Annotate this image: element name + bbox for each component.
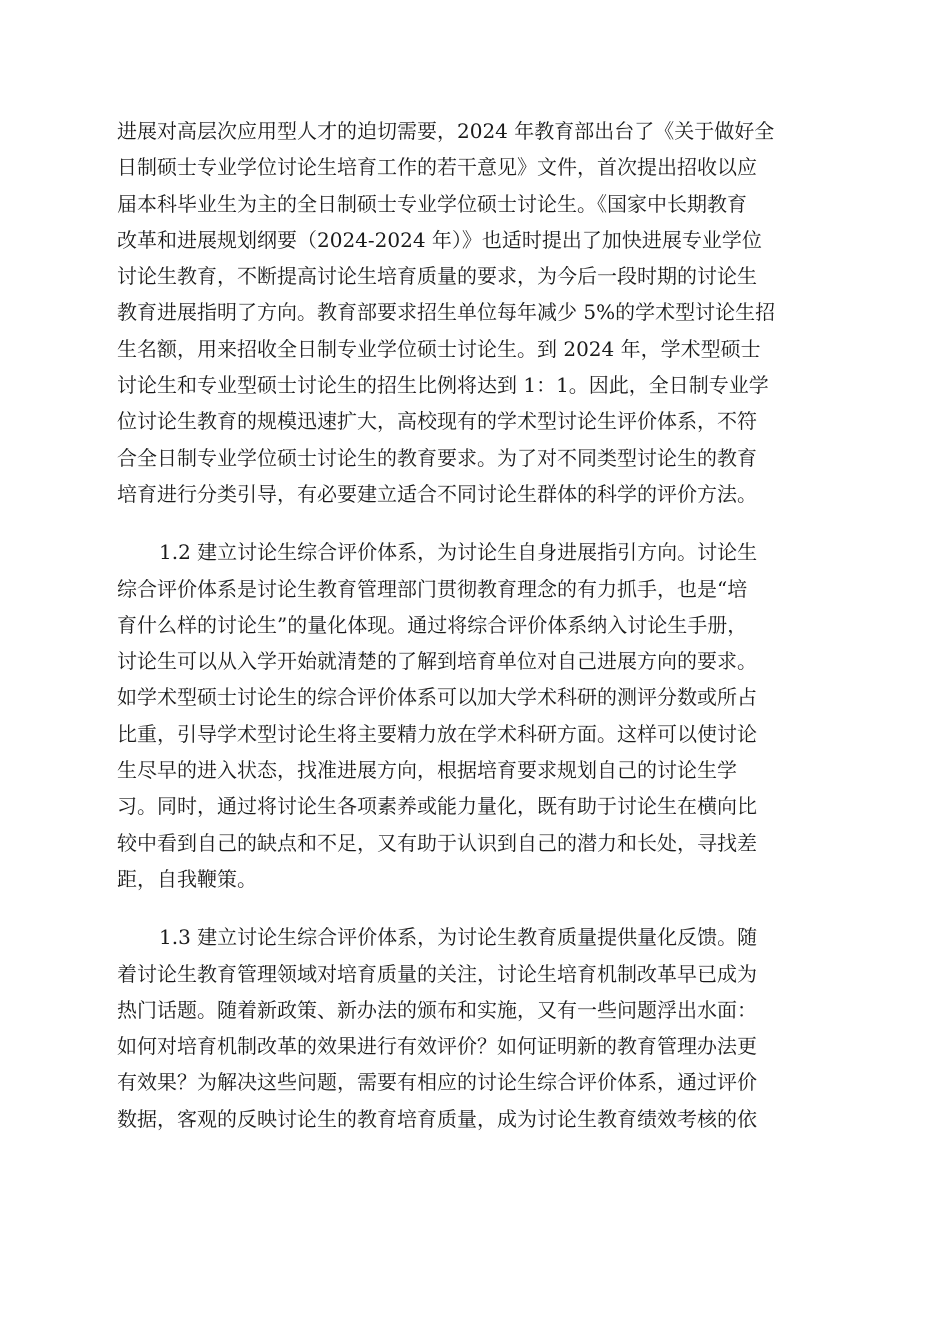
- text-line: 届本科毕业生为主的全日制硕士专业学位硕士讨论生。《国家中长期教育: [117, 191, 747, 216]
- text-line: 教育进展指明了方向。教育部要求招生单位每年减少 5%的学术型讨论生招: [117, 300, 776, 325]
- text-line: 生名额，用来招收全日制专业学位硕士讨论生。到 2024 年，学术型硕士: [117, 336, 761, 361]
- text-line: 生尽早的进入状态，找准进展方向，根据培育要求规划自己的讨论生学: [117, 758, 737, 783]
- text-line: 数据，客观的反映讨论生的教育培育质量，成为讨论生教育绩效考核的依: [117, 1106, 757, 1131]
- text-line: 如学术型硕士讨论生的综合评价体系可以加大学术科研的测评分数或所占: [117, 685, 757, 710]
- text-line: 距，自我鞭策。: [117, 866, 257, 891]
- text-line: 改革和进展规划纲要（2024-2024 年）》也适时提出了加快进展专业学位: [117, 227, 762, 252]
- text-line: 1.2 建立讨论生综合评价体系，为讨论生自身进展指引方向。讨论生: [159, 540, 758, 565]
- text-line: 综合评价体系是讨论生教育管理部门贯彻教育理念的有力抓手，也是“培: [117, 576, 748, 601]
- paragraph-section-1-3: [117, 919, 835, 1137]
- text-line: 讨论生可以从入学开始就清楚的了解到培育单位对自己进展方向的要求。: [117, 649, 757, 674]
- text-line: 着讨论生教育管理领域对培育质量的关注，讨论生培育机制改革早已成为: [117, 961, 757, 986]
- text-line: 培育进行分类引导，有必要建立适合不同讨论生群体的科学的评价方法。: [117, 481, 757, 506]
- document-body: [117, 113, 835, 1159]
- text-line: 有效果？为解决这些问题，需要有相应的讨论生综合评价体系，通过评价: [117, 1070, 757, 1095]
- text-line: 讨论生教育，不断提高讨论生培育质量的要求，为今后一段时期的讨论生: [117, 264, 757, 289]
- text-line: 进展对高层次应用型人才的迫切需要，2024 年教育部出台了《关于做好全: [117, 119, 775, 143]
- text-line: 较中看到自己的缺点和不足，又有助于认识到自己的潜力和长处，寻找差: [117, 830, 757, 855]
- text-line: 比重，引导学术型讨论生将主要精力放在学术科研方面。这样可以使讨论: [117, 721, 757, 746]
- paragraph-background: [117, 113, 835, 512]
- text-line: 育什么样的讨论生”的量化体现。通过将综合评价体系纳入讨论生手册，: [117, 612, 748, 637]
- text-line: 讨论生和专业型硕士讨论生的招生比例将达到 1：1。因此，全日制专业学: [117, 373, 769, 398]
- text-line: 1.3 建立讨论生综合评价体系，为讨论生教育质量提供量化反馈。随: [159, 925, 758, 950]
- text-line: 合全日制专业学位硕士讨论生的教育要求。为了对不同类型讨论生的教育: [117, 445, 757, 470]
- text-line: 热门话题。随着新政策、新办法的颁布和实施，又有一些问题浮出水面：: [117, 997, 757, 1022]
- paragraph-section-1-2: [117, 534, 835, 897]
- text-line: 日制硕士专业学位讨论生培育工作的若干意见》文件，首次提出招收以应: [117, 155, 757, 180]
- text-line: 习。同时，通过将讨论生各项素养或能力量化，既有助于讨论生在横向比: [117, 794, 757, 819]
- text-line: 位讨论生教育的规模迅速扩大，高校现有的学术型讨论生评价体系，不符: [117, 409, 757, 434]
- text-line: 如何对培育机制改革的效果进行有效评价？如何证明新的教育管理办法更: [117, 1034, 757, 1059]
